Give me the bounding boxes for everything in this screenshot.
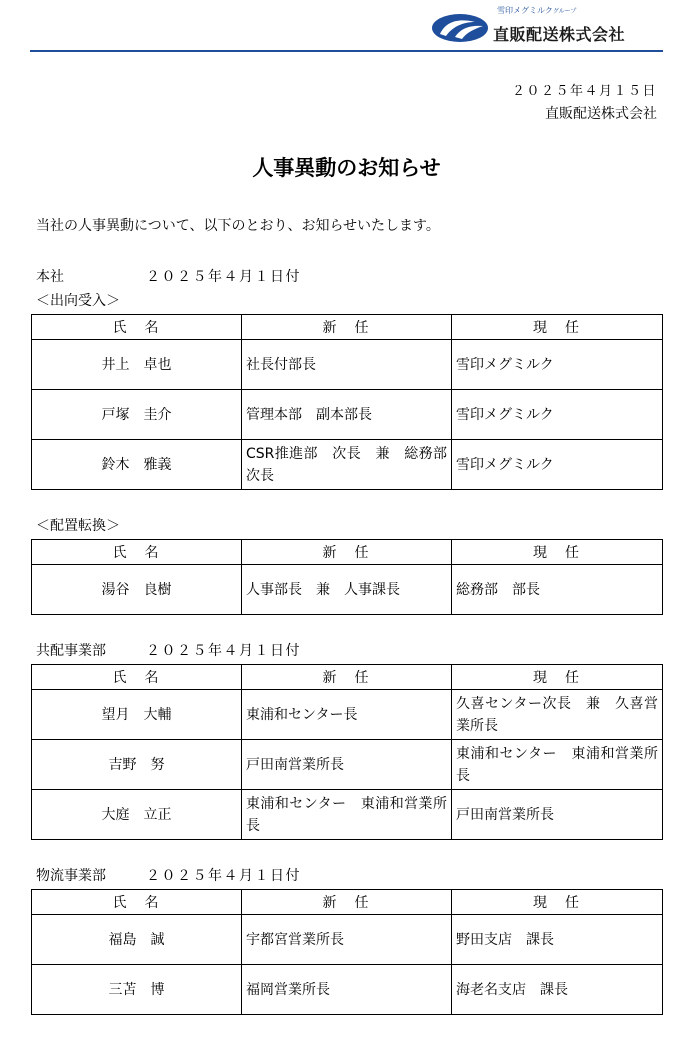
table-header-row: [32, 665, 663, 690]
table-row: [32, 440, 663, 490]
new-post: CSR推進部 次長 兼 総務部 次長: [242, 440, 452, 490]
person-name: 福島 誠: [32, 915, 242, 965]
person-name: 吉野 努: [32, 740, 242, 790]
section-dept: 物流事業部: [36, 868, 106, 884]
new-post: 宇都宮営業所長: [242, 915, 452, 965]
person-name: 望月 大輔: [32, 690, 242, 740]
section-label-kyohai: [36, 640, 301, 660]
new-post: 管理本部 副本部長: [242, 390, 452, 440]
table-header-row: [32, 315, 663, 340]
col-header-name: 氏 名: [32, 890, 242, 915]
col-header-current-post: 現 任: [452, 890, 663, 915]
section-dept: 共配事業部: [36, 643, 106, 659]
col-header-name: 氏 名: [32, 315, 242, 340]
current-post: 雪印メグミルク: [452, 390, 663, 440]
group-label-secondment: ＜出向受入＞: [36, 293, 120, 309]
table-row: [32, 790, 663, 840]
person-name: 戸塚 圭介: [32, 390, 242, 440]
logo-group-text: 雪印メグミルクグループ: [497, 6, 577, 15]
table-row: [32, 965, 663, 1015]
current-post: 雪印メグミルク: [452, 440, 663, 490]
logo-company-name: 直販配送株式会社: [493, 25, 626, 44]
intro-text: 当社の人事異動について、以下のとおり、お知らせいたします。: [36, 218, 440, 234]
new-post: 東浦和センター 東浦和営業所長: [242, 790, 452, 840]
current-post: 久喜センター次長 兼 久喜営業所長: [452, 690, 663, 740]
table-row: [32, 340, 663, 390]
new-post: 社長付部長: [242, 340, 452, 390]
notice-issuer: 直販配送株式会社: [545, 106, 657, 122]
current-post: 総務部 部長: [452, 565, 663, 615]
table-row: [32, 690, 663, 740]
section-effective-date: ２０２５年４月１日付: [146, 868, 301, 884]
new-post: 福岡営業所長: [242, 965, 452, 1015]
company-logo: [431, 5, 661, 45]
personnel-table-secondment: [31, 314, 663, 490]
table-row: [32, 740, 663, 790]
section-label-butsuryu: [36, 865, 301, 885]
person-name: 湯谷 良樹: [32, 565, 242, 615]
col-header-new-post: 新 任: [242, 665, 452, 690]
table-row: [32, 390, 663, 440]
section-label-honsha: [36, 266, 301, 286]
col-header-current-post: 現 任: [452, 315, 663, 340]
logo-mark-icon: [431, 13, 489, 43]
col-header-current-post: 現 任: [452, 665, 663, 690]
person-name: 大庭 立正: [32, 790, 242, 840]
page-header: [30, 0, 663, 52]
section-dept: 本社: [36, 269, 64, 285]
new-post: 人事部長 兼 人事課長: [242, 565, 452, 615]
col-header-new-post: 新 任: [242, 890, 452, 915]
person-name: 鈴木 雅義: [32, 440, 242, 490]
col-header-new-post: 新 任: [242, 540, 452, 565]
personnel-table-transfer: [31, 539, 663, 615]
col-header-name: 氏 名: [32, 540, 242, 565]
notice-date: ２０２５年４月１５日: [511, 84, 657, 99]
col-header-name: 氏 名: [32, 665, 242, 690]
new-post: 戸田南営業所長: [242, 740, 452, 790]
current-post: 戸田南営業所長: [452, 790, 663, 840]
section-effective-date: ２０２５年４月１日付: [146, 269, 301, 285]
page-title: 人事異動のお知らせ: [252, 156, 441, 180]
table-header-row: [32, 540, 663, 565]
current-post: 雪印メグミルク: [452, 340, 663, 390]
table-row: [32, 565, 663, 615]
new-post: 東浦和センター長: [242, 690, 452, 740]
table-row: [32, 915, 663, 965]
current-post: 東浦和センター 東浦和営業所長: [452, 740, 663, 790]
personnel-table-butsuryu: [31, 889, 663, 1015]
person-name: 三苫 博: [32, 965, 242, 1015]
col-header-new-post: 新 任: [242, 315, 452, 340]
personnel-table-kyohai: [31, 664, 663, 840]
col-header-current-post: 現 任: [452, 540, 663, 565]
current-post: 野田支店 課長: [452, 915, 663, 965]
table-header-row: [32, 890, 663, 915]
section-effective-date: ２０２５年４月１日付: [146, 643, 301, 659]
person-name: 井上 卓也: [32, 340, 242, 390]
group-label-transfer: ＜配置転換＞: [36, 518, 120, 534]
current-post: 海老名支店 課長: [452, 965, 663, 1015]
